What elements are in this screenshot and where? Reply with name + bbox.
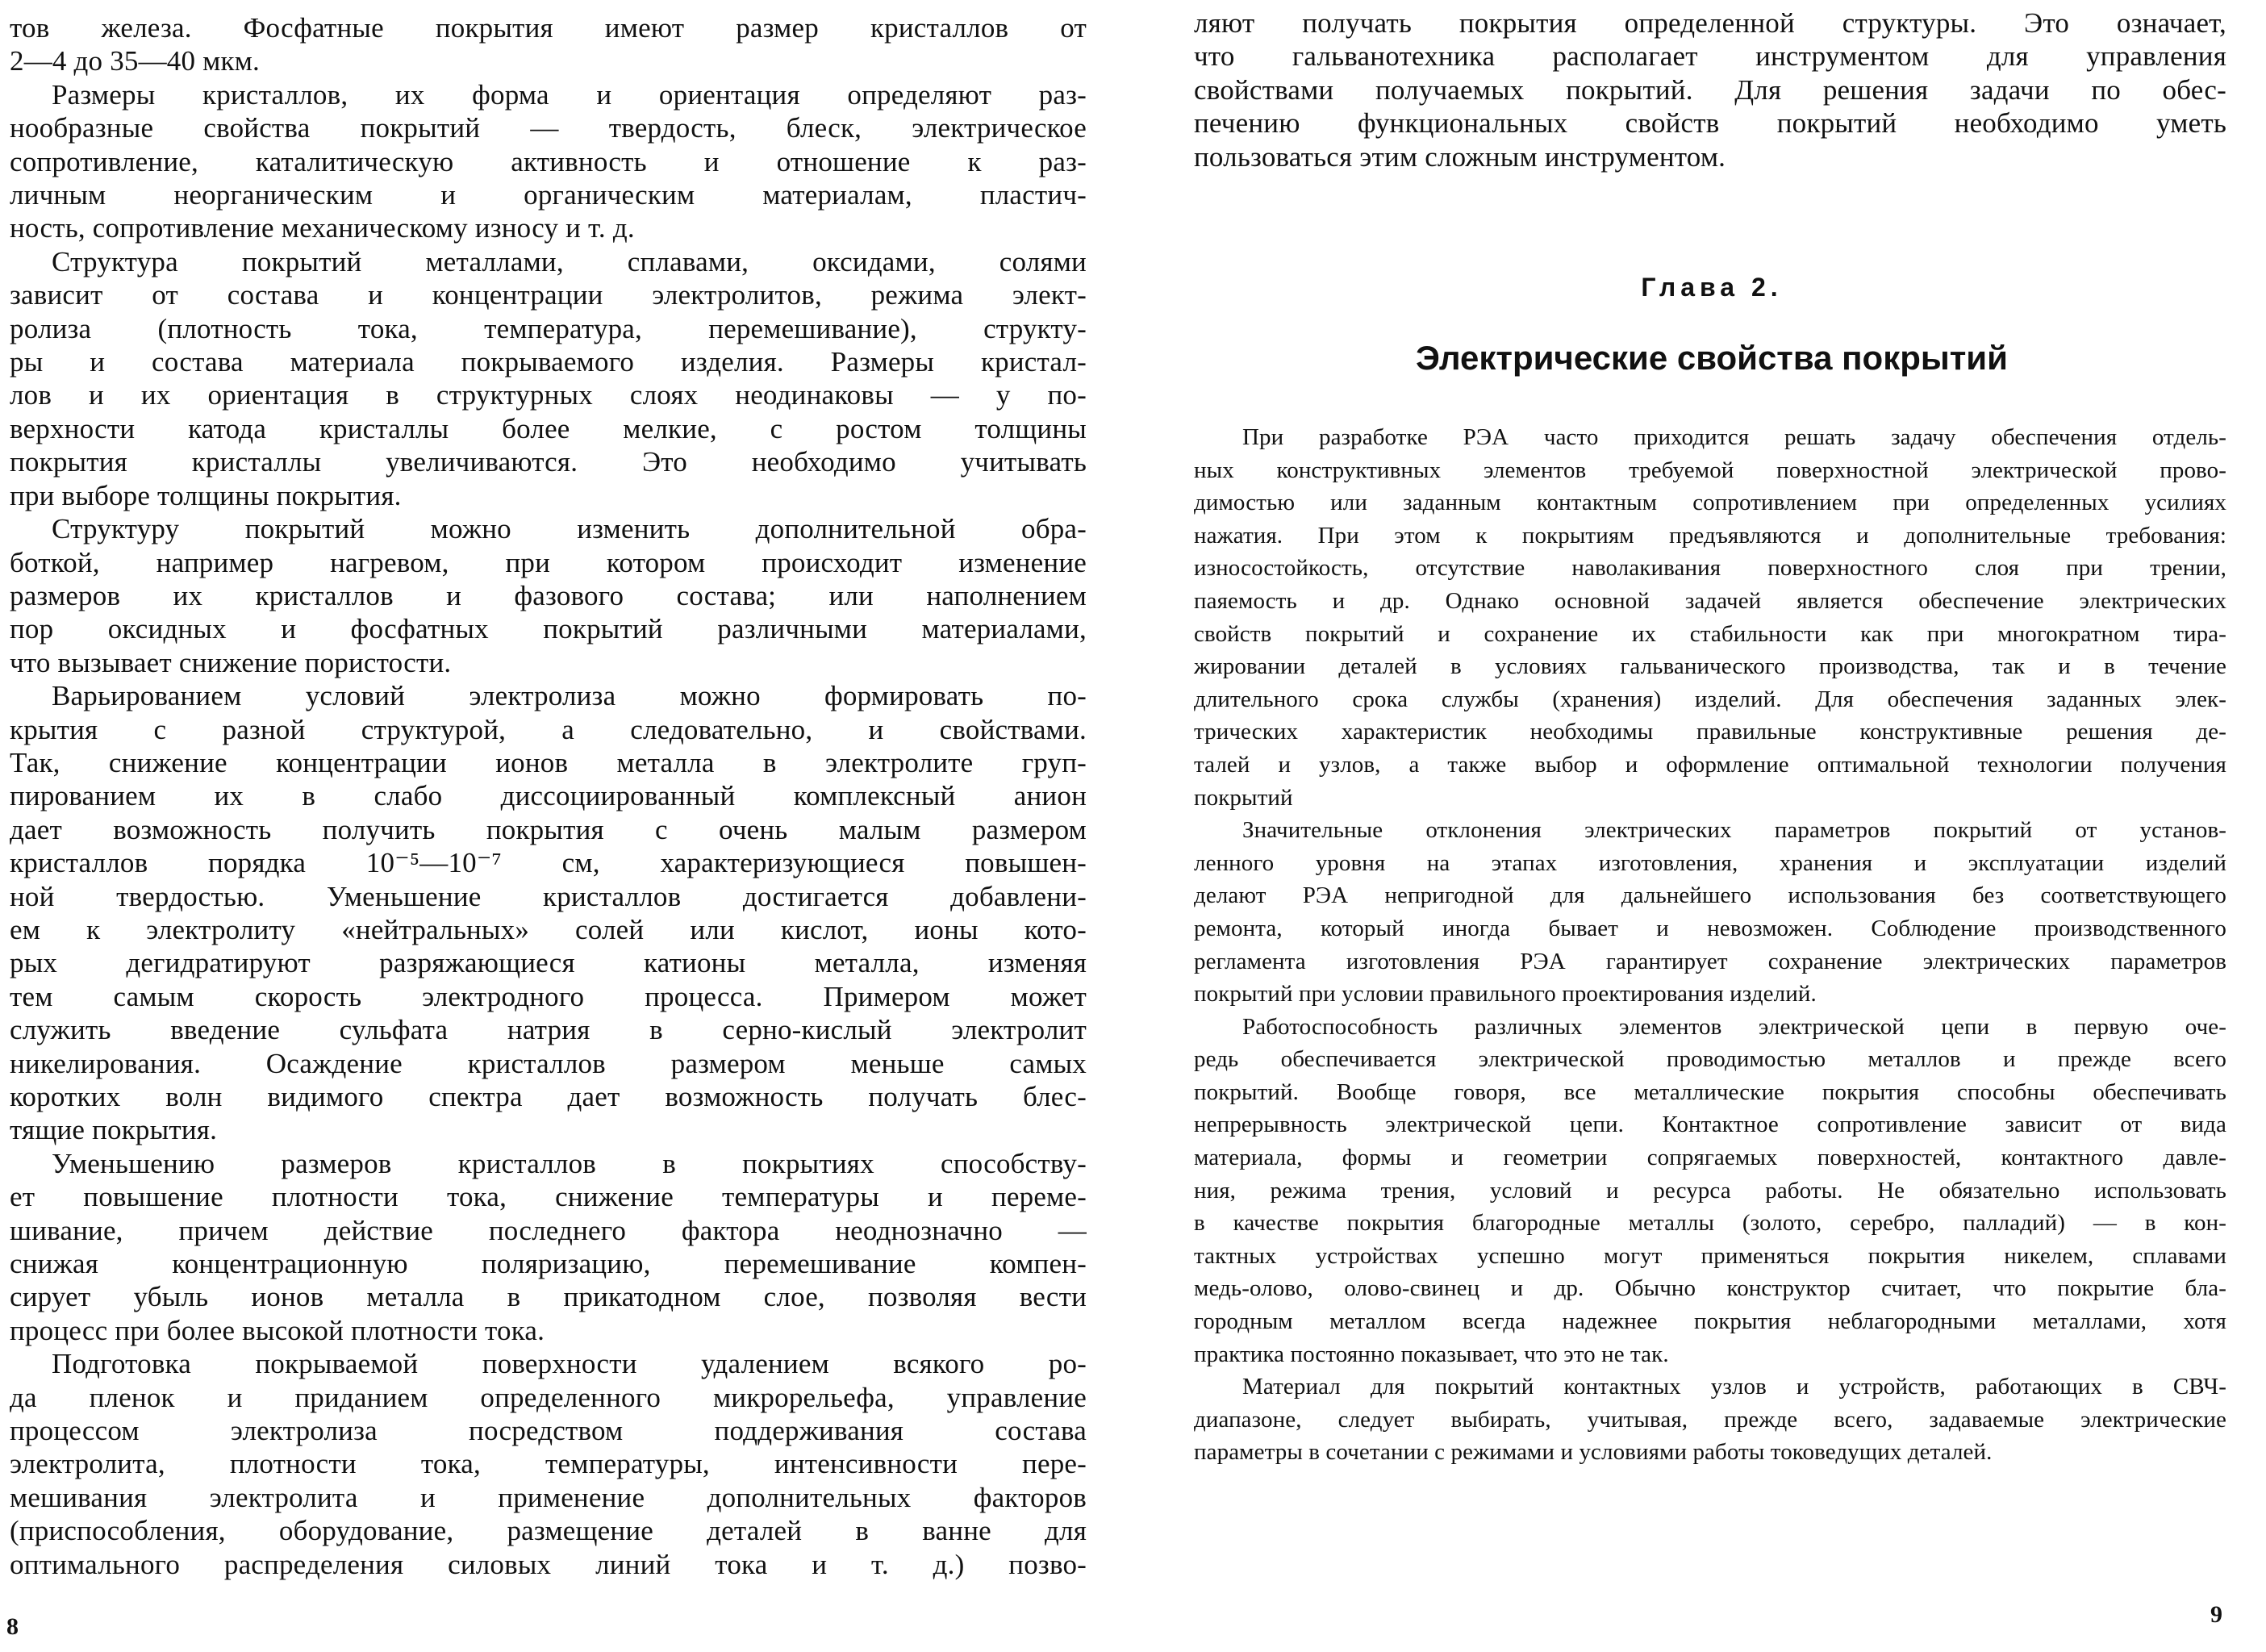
text-line: снижая концентрационную поляризацию, перемешивание компен- bbox=[10, 1248, 1087, 1280]
text-line: ролиза (плотность тока, температура, перемешивание), структу- bbox=[10, 312, 1087, 344]
text-line: ляют получать покрытия определенной структуры. Это означает, bbox=[1194, 7, 2226, 39]
text-line: тов железа. Фосфатные покрытия имеют размер кристаллов от bbox=[10, 12, 1087, 44]
paragraph bbox=[10, 1347, 1087, 1581]
text-line: дает возможность получить покрытия с очень малым размером bbox=[10, 813, 1087, 845]
text-line: свойствами получаемых покрытий. Для решения задачи по обес- bbox=[1194, 73, 2226, 106]
paragraph bbox=[10, 679, 1087, 1147]
paragraph bbox=[1194, 1370, 2226, 1469]
text-line: Структура покрытий металлами, сплавами, оксидами, солями bbox=[52, 245, 1087, 277]
paragraph bbox=[1194, 814, 2226, 1011]
paragraph bbox=[10, 245, 1087, 512]
text-line: тящие покрытия. bbox=[10, 1114, 218, 1146]
right-page-body-text bbox=[1194, 421, 2226, 1469]
text-line: параметры в сочетании с режимами и условиями работы токоведущих деталей. bbox=[1194, 1439, 1993, 1466]
text-line: практика постоянно показывает, что это не так. bbox=[1194, 1341, 1669, 1367]
text-line: крытия с разной структурой, а следовательно, и свойствами. bbox=[10, 713, 1087, 745]
text-line: в качестве покрытия благородные металлы (золото, серебро, палладий) — в кон- bbox=[1194, 1210, 2226, 1237]
text-line: ет повышение плотности тока, снижение температуры и переме- bbox=[10, 1181, 1087, 1213]
text-line: пользоваться этим сложным инструментом. bbox=[1194, 140, 1726, 173]
text-line: нажатия. При этом к покрытиям предъявляются и дополнительные требования: bbox=[1194, 522, 2226, 549]
text-line: редь обеспечивается электрической проводимостью металлов и прежде всего bbox=[1194, 1046, 2226, 1073]
text-line: Размеры кристаллов, их форма и ориентация определяют раз- bbox=[52, 78, 1087, 111]
text-line: Значительные отклонения электрических параметров покрытий от установ- bbox=[1242, 817, 2226, 844]
paragraph bbox=[10, 78, 1087, 245]
text-line: боткой, например нагревом, при котором происходит изменение bbox=[10, 546, 1087, 578]
text-line: никелирования. Осаждение кристаллов размером меньше самых bbox=[10, 1047, 1087, 1079]
text-line: покрытий. Вообще говоря, все металлические покрытия способны обеспечивать bbox=[1194, 1078, 2226, 1105]
text-line: При разработке РЭА часто приходится решать задачу обеспечения отдель- bbox=[1242, 424, 2226, 450]
paragraph bbox=[1194, 421, 2226, 814]
paragraph bbox=[10, 11, 1087, 78]
paragraph bbox=[1194, 1011, 2226, 1371]
text-line: 2—4 до 35—40 мкм. bbox=[10, 45, 261, 77]
text-line: нообразные свойства покрытий — твердость, блеск, электрическое bbox=[10, 112, 1087, 144]
text-line: личным неорганическим и органическим материалам, пластич- bbox=[10, 179, 1087, 211]
text-line: шивание, причем действие последнего фактора неоднозначно — bbox=[10, 1214, 1087, 1246]
text-line: Подготовка покрываемой поверхности удалением всякого ро- bbox=[52, 1348, 1087, 1380]
text-line: кристаллов порядка 10⁻⁵—10⁻⁷ см, характеризующиеся повышен- bbox=[10, 847, 1087, 879]
text-line: Так, снижение концентрации ионов металла в электролите груп- bbox=[10, 746, 1087, 778]
text-line: износостойкость, отсутствие наволакивания поверхностного слоя при трении, bbox=[1194, 555, 2226, 582]
left-page bbox=[0, 0, 1113, 1652]
text-line: длительного срока службы (хранения) изделий. Для обеспечения заданных элек- bbox=[1194, 686, 2226, 712]
text-line: непрерывность электрической цепи. Контактное сопротивление зависит от вида bbox=[1194, 1112, 2226, 1138]
text-line: лов и их ориентация в структурных слоях неодинаковы — у по- bbox=[10, 379, 1087, 411]
text-line: ность, сопротивление механическому износу и т. д. bbox=[10, 212, 635, 244]
text-line: рых дегидратируют разряжающиеся катионы металла, изменяя bbox=[10, 947, 1087, 979]
paragraph bbox=[10, 1147, 1087, 1347]
text-line: ем к электролиту «нейтральных» солей или кислот, ионы кото- bbox=[10, 913, 1087, 945]
text-line: диапазоне, следует выбирать, учитывая, прежде всего, задаваемые электрические bbox=[1194, 1406, 2226, 1433]
chapter-label: Глава 2. bbox=[1641, 273, 1783, 302]
text-line: верхности катода кристаллы более мелкие, с ростом толщины bbox=[10, 412, 1087, 444]
text-line: тактных устройствах успешно могут применяться покрытия никелем, сплавами bbox=[1194, 1242, 2226, 1269]
text-line: делают РЭА непригодной для дальнейшего использования без соответствующего bbox=[1194, 882, 2226, 909]
text-line: печению функциональных свойств покрытий необходимо уметь bbox=[1194, 107, 2226, 140]
text-line: жировании деталей в условиях гальванического производства, так и в течение bbox=[1194, 653, 2226, 680]
text-line: пор оксидных и фосфатных покрытий различными материалами, bbox=[10, 613, 1087, 645]
text-line: сопротивление, каталитическую активность и отношение к раз- bbox=[10, 145, 1087, 177]
text-line: оптимального распределения силовых линий тока и т. д.) позво- bbox=[10, 1548, 1087, 1580]
text-line: димостью или заданным контактным сопротивлением при определенных усилиях bbox=[1194, 490, 2226, 516]
text-line: талей и узлов, а также выбор и оформление оптимальной технологии получения bbox=[1194, 751, 2226, 778]
text-line: покрытий bbox=[1194, 784, 1293, 811]
text-line: служить введение сульфата натрия в серно-кислый электролит bbox=[10, 1014, 1087, 1046]
text-line: (приспособления, оборудование, размещение деталей в ванне для bbox=[10, 1515, 1087, 1547]
text-line: сирует убыль ионов металла в прикатодном слое, позволяя вести bbox=[10, 1281, 1087, 1313]
text-line: Уменьшению размеров кристаллов в покрытиях способству- bbox=[52, 1147, 1087, 1179]
text-line: материала, формы и геометрии сопрягаемых поверхностей, контактного давле- bbox=[1194, 1145, 2226, 1171]
page-number-left: 8 bbox=[6, 1613, 19, 1640]
text-line: Структуру покрытий можно изменить дополнительной обра- bbox=[52, 513, 1087, 545]
text-line: регламента изготовления РЭА гарантирует сохранение электрических параметров bbox=[1194, 948, 2226, 974]
text-line: процессом электролиза посредством поддерживания состава bbox=[10, 1415, 1087, 1447]
text-line: тем самым скорость электродного процесса. Примером может bbox=[10, 980, 1087, 1012]
paragraph bbox=[1194, 6, 2226, 173]
text-line: покрытий при условии правильного проектирования изделий. bbox=[1194, 981, 1817, 1007]
text-line: ния, режима трения, условий и ресурса работы. Не обязательно использовать bbox=[1194, 1177, 2226, 1204]
text-line: при выборе толщины покрытия. bbox=[10, 479, 402, 511]
text-line: трических характеристик необходимы правильные конструктивные решения де- bbox=[1194, 719, 2226, 745]
text-line: зависит от состава и концентрации электролитов, режима элект- bbox=[10, 279, 1087, 311]
left-page-text bbox=[10, 11, 1087, 1581]
text-line: коротких волн видимого спектра дает возможность получать блес- bbox=[10, 1081, 1087, 1112]
text-line: Работоспособность различных элементов электрической цепи в первую оче- bbox=[1242, 1013, 2226, 1040]
text-line: мешивания электролита и применение дополнительных факторов bbox=[10, 1481, 1087, 1513]
text-line: свойств покрытий и сохранение их стабильности как при многократном тира- bbox=[1194, 620, 2226, 647]
text-line: ленного уровня на этапах изготовления, хранения и эксплуатации изделий bbox=[1194, 849, 2226, 876]
text-line: ры и состава материала покрываемого изделия. Размеры кристал- bbox=[10, 346, 1087, 378]
text-line: Материал для покрытий контактных узлов и устройств, работающих в СВЧ- bbox=[1242, 1374, 2226, 1400]
text-line: ремонта, который иногда бывает и невозможен. Соблюдение производственного bbox=[1194, 915, 2226, 941]
text-line: электролита, плотности тока, температуры, интенсивности пере- bbox=[10, 1448, 1087, 1480]
page-number-right: 9 bbox=[2210, 1601, 2222, 1628]
right-page bbox=[1158, 0, 2266, 1652]
text-line: медь-олово, олово-свинец и др. Обычно конструктор считает, что покрытие бла- bbox=[1194, 1275, 2226, 1302]
text-line: процесс при более высокой плотности тока. bbox=[10, 1314, 545, 1346]
text-line: да пленок и приданием определенного микрорельефа, управление bbox=[10, 1381, 1087, 1413]
text-line: паяемость и др. Однако основной задачей является обеспечение электрических bbox=[1194, 587, 2226, 614]
text-line: что вызывает снижение пористости. bbox=[10, 646, 452, 678]
text-line: городным металлом всегда надежнее покрытия неблагородными металлами, хотя bbox=[1194, 1308, 2226, 1335]
text-line: что гальванотехника располагает инструментом для управления bbox=[1194, 40, 2226, 73]
right-page-top-text bbox=[1194, 6, 2226, 173]
text-line: Варьированием условий электролиза можно формировать по- bbox=[52, 680, 1087, 712]
chapter-title: Электрические свойства покрытий bbox=[1416, 339, 2008, 377]
text-line: покрытия кристаллы увеличиваются. Это необходимо учитывать bbox=[10, 446, 1087, 478]
paragraph bbox=[10, 512, 1087, 679]
text-line: пированием их в слабо диссоциированный комплексный анион bbox=[10, 780, 1087, 812]
text-line: ных конструктивных элементов требуемой поверхностной электрической прово- bbox=[1194, 457, 2226, 483]
text-line: размеров их кристаллов и фазового состава; или наполнением bbox=[10, 579, 1087, 611]
text-line: ной твердостью. Уменьшение кристаллов достигается добавлени- bbox=[10, 880, 1087, 912]
